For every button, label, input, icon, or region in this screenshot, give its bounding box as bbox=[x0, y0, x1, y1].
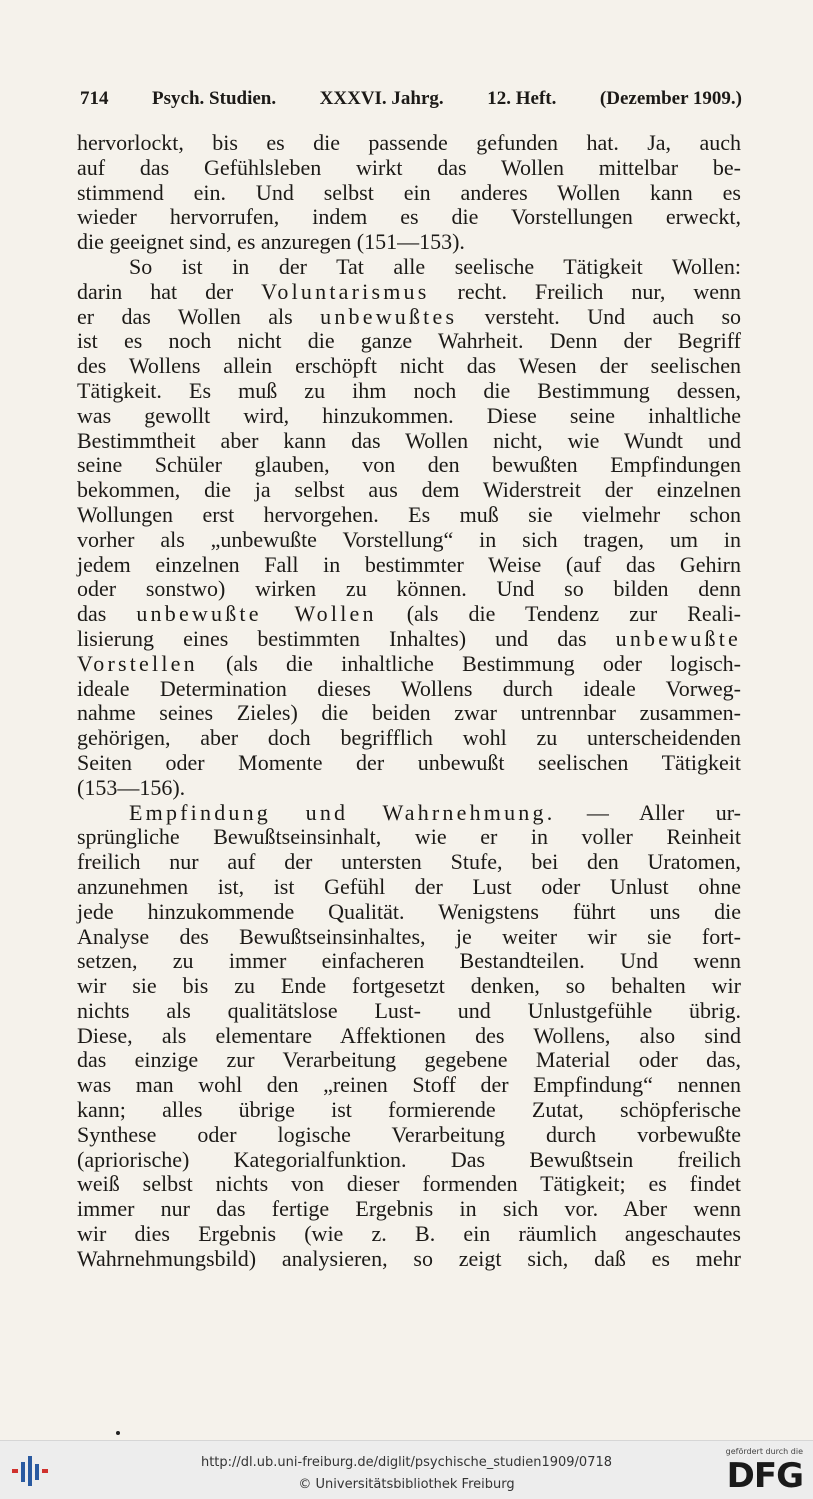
text-line: Wahrnehmungsbild) analysieren, so zeigt sich, daß es mehr bbox=[77, 1245, 741, 1271]
text-line: ideale Determination dieses Wollens durch ideale Vorweg- bbox=[77, 675, 741, 701]
emphasis-spaced: unbewußte Wollen bbox=[136, 601, 377, 627]
text-line: Bestimmtheit aber kann das Wollen nicht, wie Wundt und bbox=[77, 427, 741, 453]
text-line: darin hat der Voluntarismus recht. Freilich nur, wenn bbox=[77, 278, 741, 304]
text-line: seine Schüler glauben, von den bewußten Empfindungen bbox=[77, 452, 741, 478]
text-line: was gewollt wird, hinzukommen. Diese seine inhaltliche bbox=[77, 402, 741, 428]
permalink-url[interactable]: http://dl.ub.uni-freiburg.de/diglit/psychische_studien1909/0718 bbox=[200, 1455, 613, 1470]
emphasis-spaced: Empfindung und Wahrnehmung. bbox=[129, 799, 556, 825]
emphasis-spaced: unbewußtes bbox=[320, 303, 458, 329]
text-line: (153—156). bbox=[77, 774, 186, 800]
issue-label: 12. Heft. bbox=[487, 88, 557, 109]
text-line: (apriorische) Kategorialfunktion. Das Bewußtsein freilich bbox=[77, 1146, 741, 1172]
text-line: gehörigen, aber doch begrifflich wohl zu unterscheidenden bbox=[77, 725, 741, 751]
running-header bbox=[80, 88, 742, 110]
speck-mark bbox=[116, 1431, 120, 1435]
text-line: sprüngliche Bewußtseinsinhalt, wie er in voller Reinheit bbox=[77, 824, 741, 850]
text-line: immer nur das fertige Ergebnis in sich vor. Aber wenn bbox=[77, 1196, 741, 1222]
page-number: 714 bbox=[80, 88, 109, 109]
text-line: nichts als qualitätslose Lust- und Unlustgefühle übrig. bbox=[77, 997, 741, 1023]
text-line: Synthese oder logische Verarbeitung durch vorbewußte bbox=[77, 1121, 741, 1147]
issue-date: (Dezember 1909.) bbox=[599, 88, 742, 109]
emphasis-spaced: Voluntarismus bbox=[261, 278, 430, 304]
journal-title: Psych. Studien. bbox=[152, 88, 277, 109]
text-line: lisierung eines bestimmten Inhaltes) und das unbewußte bbox=[77, 625, 741, 651]
text-line: stimmend ein. Und selbst ein anderes Wollen kann es bbox=[77, 179, 741, 205]
text-line: jede hinzukommende Qualität. Wenigstens führt uns die bbox=[77, 898, 741, 924]
dfg-logo-icon bbox=[719, 1459, 803, 1491]
emphasis-spaced: Vorstellen bbox=[77, 650, 198, 676]
text-line: bekommen, die ja selbst aus dem Widerstreit der einzelnen bbox=[77, 477, 741, 503]
text-line: er das Wollen als unbewußtes versteht. Und auch so bbox=[77, 303, 742, 329]
emphasis-spaced: unbewußte bbox=[615, 625, 741, 651]
text-line: das unbewußte Wollen (als die Tendenz zur Reali- bbox=[77, 601, 742, 627]
text-line: Tätigkeit. Es muß zu ihm noch die Bestimmung dessen, bbox=[77, 377, 741, 403]
footer-bar bbox=[0, 1440, 813, 1499]
text-line: wieder hervorrufen, indem es die Vorstellungen erweckt, bbox=[77, 204, 741, 230]
text-line: kann; alles übrige ist formierende Zutat, schöpferische bbox=[77, 1097, 741, 1123]
text-line: Wollungen erst hervorgehen. Es muß sie vielmehr schon bbox=[77, 501, 741, 527]
text-line: auf das Gefühlsleben wirkt das Wollen mittelbar be- bbox=[77, 154, 741, 180]
text-line: die geeignet sind, es anzuregen (151—153). bbox=[77, 229, 465, 255]
volume-label: XXXVI. Jahrg. bbox=[319, 88, 444, 109]
text-line: das einzige zur Verarbeitung gegebene Material oder das, bbox=[77, 1047, 741, 1073]
text-line: oder sonstwo) wirken zu können. Und so bilden denn bbox=[77, 576, 741, 602]
dfg-logo-text: DFG bbox=[726, 1459, 803, 1491]
text-line: So ist in der Tat alle seelische Tätigkeit Wollen: bbox=[129, 253, 741, 279]
text-line: Seiten oder Momente der unbewußt seelischen Tätigkeit bbox=[77, 749, 741, 775]
text-line: jedem einzelnen Fall in bestimmter Weise (auf das Gehirn bbox=[77, 551, 741, 577]
text-line: hervorlockt, bis es die passende gefunden hat. Ja, auch bbox=[77, 130, 741, 155]
text-line: Analyse des Bewußtseinsinhaltes, je weiter wir sie fort- bbox=[77, 923, 741, 949]
text-line: Empfindung und Wahrnehmung. — Aller ur- bbox=[129, 799, 742, 825]
body-text bbox=[77, 131, 741, 1272]
text-line: Diese, als elementare Affektionen des Wollens, also sind bbox=[77, 1022, 741, 1048]
dfg-sponsor-logo[interactable] bbox=[713, 1447, 803, 1495]
text-line: freilich nur auf der untersten Stufe, bei den Uratomen, bbox=[77, 849, 741, 875]
text-line: des Wollens allein erschöpft nicht das Wesen der seelischen bbox=[77, 353, 741, 379]
text-line: weiß selbst nichts von dieser formenden Tätigkeit; es findet bbox=[77, 1171, 741, 1197]
text-line: wir dies Ergebnis (wie z. B. ein räumlich angeschautes bbox=[77, 1221, 741, 1247]
text-line: ist es noch nicht die ganze Wahrheit. Denn der Begriff bbox=[77, 328, 741, 354]
dfg-caption: gefördert durch die bbox=[725, 1447, 803, 1456]
copyright-notice: © Universitätsbibliothek Freiburg bbox=[298, 1477, 515, 1492]
text-line: vorher als „unbewußte Vorstellung“ in sich tragen, um in bbox=[77, 526, 741, 552]
text-line: was man wohl den „reinen Stoff der Empfindung“ nennen bbox=[77, 1072, 741, 1098]
text-line: anzunehmen ist, ist Gefühl der Lust oder Unlust ohne bbox=[77, 873, 741, 899]
text-line: Vorstellen (als die inhaltliche Bestimmung oder logisch- bbox=[77, 650, 741, 676]
text-line: nahme seines Zieles) die beiden zwar untrennbar zusammen- bbox=[77, 700, 741, 726]
text-line: setzen, zu immer einfacheren Bestandteilen. Und wenn bbox=[77, 948, 741, 974]
text-line: wir sie bis zu Ende fortgesetzt denken, so behalten wir bbox=[77, 973, 741, 999]
